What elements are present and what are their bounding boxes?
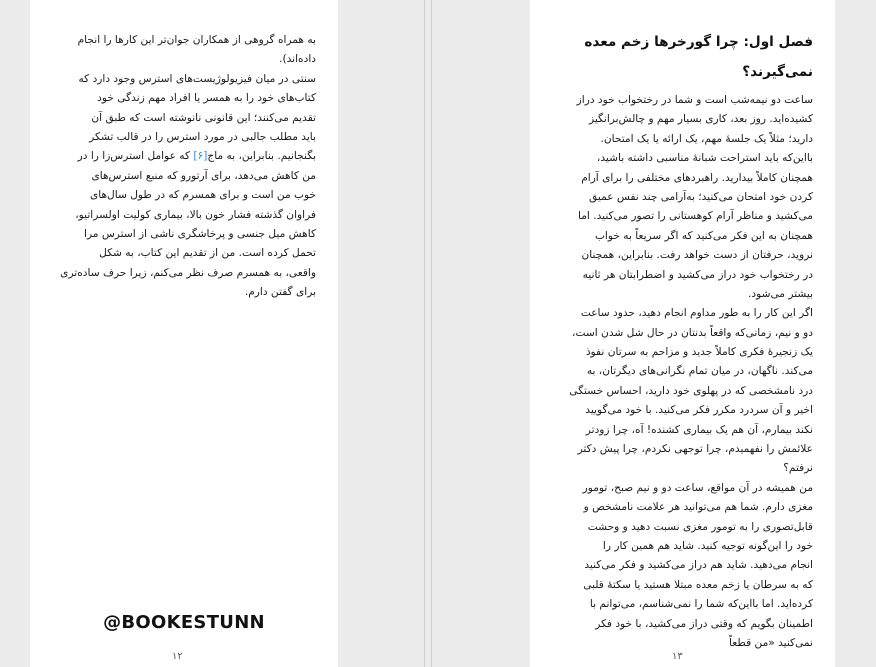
text-line: کاهش میل جنسی و پرخاشگری ناشی از استرس مرا	[84, 227, 316, 240]
text-line: می‌کشید و مناظر آرام کوهستانی را تصور می‌کنید. اما	[577, 210, 813, 223]
text-line: داده‌اند).	[279, 53, 316, 66]
text-segment: که عوامل استرس‌زا را در	[77, 150, 194, 163]
text-line: اگر این کار را به طور مداوم انجام دهید، حدود ساعت	[580, 307, 813, 320]
text-line: که به سرطان یا زخم معده مبتلا هستید یا سکتهٔ قلبی	[583, 578, 813, 591]
text-line: برای گفتن دارم.	[244, 286, 316, 299]
text-line: اخیر و آن سردرد مکرر فکر می‌کنید. با خود می‌گویید	[585, 404, 813, 417]
text-line: خود را این‌گونه توجیه کنید. شاید هم همین کار را	[602, 539, 813, 552]
text-line: اطمینان بگویم که وقتی دراز می‌کشید، با خود فکر	[595, 617, 813, 630]
text-line: کردن خود امتحان می‌کنید؛ به‌آرامی چند نفس عمیق	[589, 190, 813, 203]
text-line: نمی‌کنید «من قطعاً	[729, 636, 813, 649]
text-line: من کاهش می‌دهد، برای آرتورو که منبع استرس‌های	[91, 169, 316, 182]
text-line: فراوان گذشته فشار خون بالا، بیماری کولیت اولسراتیو،	[75, 208, 316, 221]
text-line: به همراه گروهی از همکاران جوان‌تر این کارها را انجام	[77, 34, 316, 46]
page-divider	[424, 0, 425, 667]
text-line: همچنان به این فکر می‌کنید که اگر سریعاً به خواب	[594, 229, 813, 242]
text-line: باید مطلب جالبی در مورد استرس را در قالب تشکر	[89, 130, 316, 143]
text-line: کتاب‌های خود را به همسر یا افراد مهم زندگی خود	[97, 92, 316, 105]
text-line: بیشتر می‌شود.	[748, 287, 813, 300]
text-line: قابل‌تصوری را به تومور مغزی نسبت دهید و وحشت	[587, 520, 813, 533]
page-number: ۱۳	[672, 651, 683, 662]
text-line: مغزی دارم. شما هم می‌توانید هر علامت نامشخص و	[583, 501, 813, 514]
page-divider	[431, 0, 432, 667]
text-line: نرفتم؟	[783, 462, 813, 475]
text-line: علائمش را نفهمیدم، چرا توجهی نکردم، چرا پیش دکتر	[577, 443, 813, 456]
text-line: من همیشه در آن مواقع، ساعت دو و نیم صبح، تومور	[582, 481, 813, 494]
text-line: سنتی در میان فیزیولوژیست‌های استرس وجود دارد که	[78, 72, 316, 85]
chapter-title: فصل اول: چرا گورخرها زخم معده	[584, 34, 813, 50]
page-number: ۱۲	[172, 651, 183, 662]
text-line: نروید، حرفتان از دست خواهد رفت. بنابراین، همچنان	[581, 249, 813, 262]
channel-watermark: @BOOKESTUNN	[103, 612, 265, 633]
footnote-reference-link[interactable]: [۶]	[193, 150, 208, 163]
text-line: کرده‌اید. اما بااین‌که شما را نمی‌شناسم، می‌توانم با	[589, 598, 813, 611]
left-page-text	[60, 31, 316, 302]
text-line: بااین‌که باید استراحت شبانهٔ مناسبی داشته باشید،	[596, 152, 813, 165]
text-line: در رختخواب خود دراز می‌کشید و اضطرابتان هر ثانیه	[582, 268, 813, 281]
left-book-page	[30, 0, 338, 667]
text-line-with-reference	[60, 147, 316, 166]
text-line: ساعت دو نیمه‌شب است و شما در رختخواب خود دراز	[576, 94, 813, 106]
text-line: تحمل کرده است. من از تقدیم این کتاب، به شکل	[99, 247, 316, 260]
right-page-text	[569, 91, 813, 653]
text-line: نکند بیمارم، آن هم یک بیماری کشنده! آه، چرا زودتر	[585, 423, 813, 436]
text-line: تقدیم می‌کنند؛ این قانونی نانوشته است که طبق آن	[91, 111, 316, 124]
text-line: درد نامشخصی که در پهلوی خود دارید، احساس خستگی	[569, 384, 813, 397]
text-segment: بگنجانیم. بنابراین، به ماج	[207, 150, 316, 163]
text-line: انجام می‌دهید. شاید هم دراز می‌کشید و فکر می‌کنید	[584, 559, 813, 572]
text-line: دو و نیم، زمانی‌که واقعاً بدنتان در حال شل شدن است،	[572, 326, 813, 339]
right-book-page	[530, 0, 835, 667]
chapter-title-continued: نمی‌گیرند؟	[742, 64, 813, 80]
text-line: همچنان کاملاً بیدارید. راهبردهای مختلفی را برای آرام	[581, 171, 813, 184]
text-line: دارید؛ مثلاً یک جلسهٔ مهم، یک ارائه یا یک امتحان.	[600, 132, 813, 145]
text-line: خوب من است و برای همسرم که در طول سال‌های	[89, 189, 316, 202]
text-line: واقعی، به همسرم صرف نظر می‌کنم، زیرا حرف ساده‌تری	[60, 266, 316, 279]
text-line: کشیده‌اید. روز بعد، کاری بسیار مهم و چالش‌برانگیز	[588, 113, 813, 126]
text-line: می‌کند. ناگهان، در میان تمام نگرانی‌های دیگرتان، به	[586, 365, 813, 378]
text-line: یک زنجیرهٔ فکری کاملاً جدید و مزاحم به سرتان نفوذ	[585, 346, 813, 359]
